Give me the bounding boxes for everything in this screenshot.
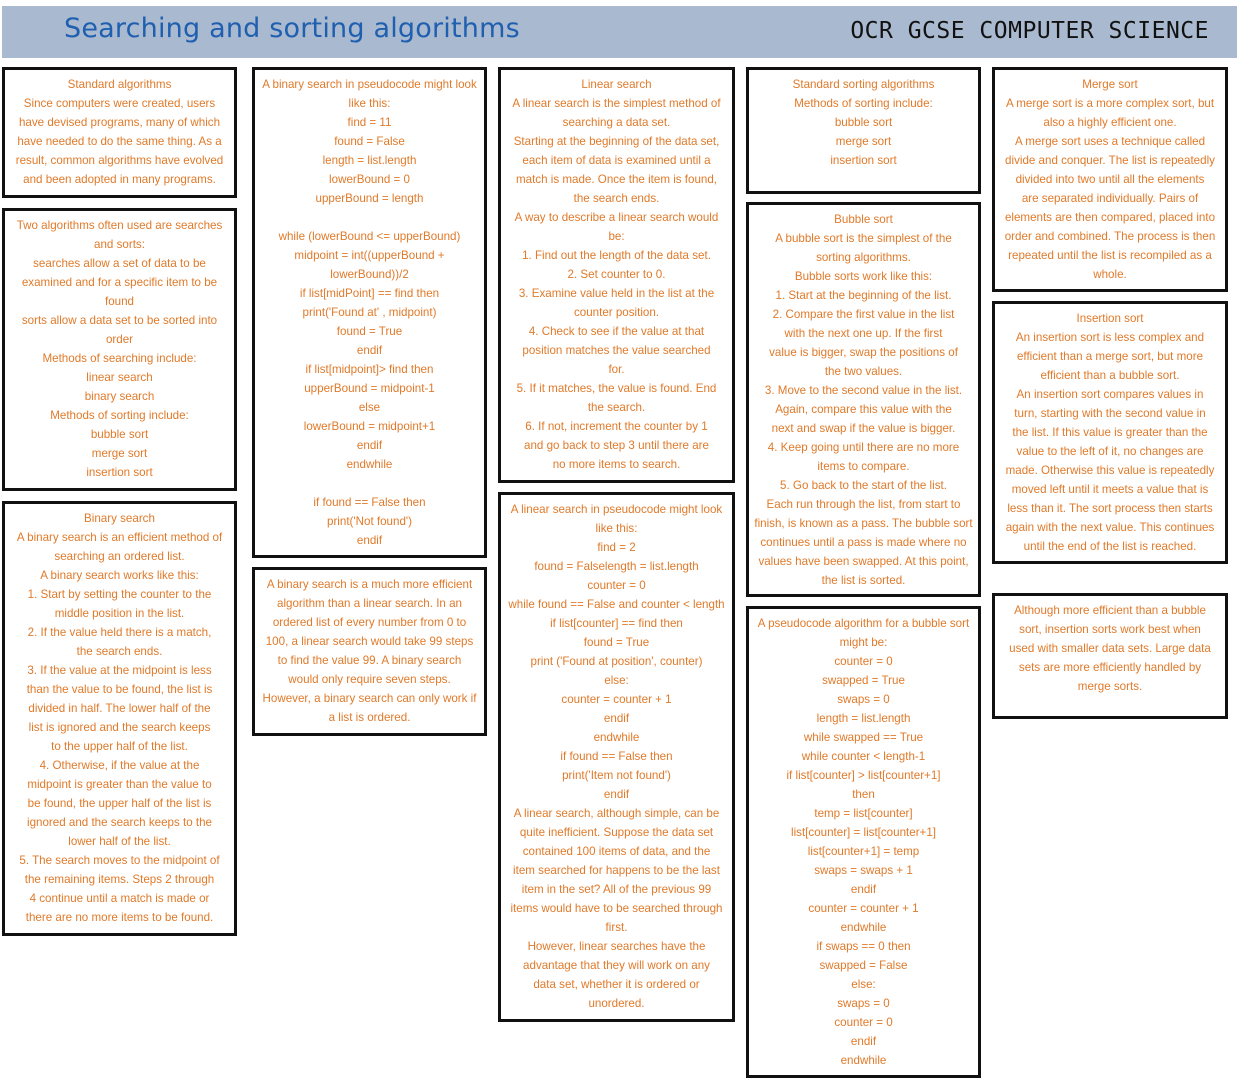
text-line: found = True bbox=[583, 636, 650, 649]
text-line: 2. Compare the first value in the list bbox=[772, 308, 955, 321]
text-line: the search. bbox=[587, 401, 646, 414]
text-line: sort, insertion sorts work best when bbox=[1019, 623, 1201, 636]
text-line: Binary search bbox=[84, 512, 155, 525]
text-line: 4. Otherwise, if the value at the bbox=[39, 759, 200, 772]
text-line: A linear search in pseudocode might look bbox=[510, 503, 723, 516]
text-line: midpoint = int((upperBound + bbox=[294, 249, 445, 262]
text-line: for. bbox=[608, 363, 625, 376]
page-title: Searching and sorting algorithms bbox=[64, 13, 520, 44]
text-line: 4 continue until a match is made or bbox=[29, 892, 210, 905]
text-line: be: bbox=[608, 230, 625, 243]
text-line: linear search bbox=[86, 371, 153, 384]
text-line: are separated individually. Pairs of bbox=[1021, 192, 1199, 205]
text-line: whole. bbox=[1093, 268, 1127, 281]
text-line: to find the value 99. A binary search bbox=[277, 654, 462, 667]
text-line: like this: bbox=[348, 97, 391, 110]
text-line: endwhile bbox=[840, 921, 887, 934]
text-line: 3. Examine value held in the list at the bbox=[518, 287, 715, 300]
box-insertion-sort bbox=[992, 301, 1228, 564]
text-line bbox=[258, 474, 481, 493]
text-line: value to the left of it, no changes are bbox=[1016, 445, 1204, 458]
text-line: endif bbox=[356, 439, 383, 452]
text-line: order and combined. The process is then bbox=[1004, 230, 1216, 243]
box-searches-and-sorts bbox=[2, 208, 237, 491]
text-line: while found == False and counter < length bbox=[508, 598, 725, 611]
text-line: upperBound = midpoint-1 bbox=[304, 382, 435, 395]
text-line: However, linear searches have the bbox=[527, 940, 706, 953]
box-sort-comparison bbox=[992, 593, 1228, 719]
text-line: else: bbox=[851, 978, 876, 991]
text-line: if list[midpoint]> find then bbox=[305, 363, 434, 376]
text-line: counter = counter + 1 bbox=[561, 693, 672, 706]
text-line: else: bbox=[604, 674, 629, 687]
text-line: bubble sort bbox=[834, 116, 893, 129]
text-line: counter = counter + 1 bbox=[808, 902, 919, 915]
text-line: with the next one up. If the first bbox=[784, 327, 943, 340]
text-line: endwhile bbox=[593, 731, 640, 744]
text-line: endif bbox=[356, 534, 383, 547]
text-line: efficient than a bubble sort. bbox=[1040, 369, 1180, 382]
text-line: might be: bbox=[839, 636, 888, 649]
text-line: list[counter+1] = temp bbox=[807, 845, 920, 858]
text-line: 3. If the value at the midpoint is less bbox=[27, 664, 212, 677]
box-standard-algorithms bbox=[2, 67, 237, 198]
box-merge-sort bbox=[992, 67, 1228, 292]
text-line: 2. Set counter to 0. bbox=[567, 268, 666, 281]
text-line: again with the next value. This continues bbox=[1005, 521, 1215, 534]
text-line: if list[counter] > list[counter+1] bbox=[786, 769, 941, 782]
text-line: the search ends. bbox=[573, 192, 660, 205]
text-line: then bbox=[852, 788, 875, 801]
text-line: lowerBound = midpoint+1 bbox=[303, 420, 436, 433]
text-line: sorting algorithms. bbox=[816, 251, 911, 264]
text-line: endif bbox=[356, 344, 383, 357]
box-standard-sorting bbox=[746, 67, 981, 194]
text-line: swaps = 0 bbox=[837, 693, 890, 706]
text-line: swaps = swaps + 1 bbox=[814, 864, 913, 877]
text-line: A binary search is an efficient method of bbox=[16, 531, 223, 544]
text-line: searching an ordered list. bbox=[54, 550, 185, 563]
text-line: result, common algorithms have evolved bbox=[15, 154, 224, 167]
text-line: if list[midPoint] == find then bbox=[299, 287, 440, 300]
text-line: efficient than a merge sort, but more bbox=[1016, 350, 1204, 363]
text-line: Merge sort bbox=[1082, 78, 1138, 91]
text-line: An insertion sort compares values in bbox=[1016, 388, 1204, 401]
text-line: list[counter] = list[counter+1] bbox=[791, 826, 936, 839]
text-line: if list[counter] == find then bbox=[550, 617, 683, 630]
text-line: 1. Start at the beginning of the list. bbox=[775, 289, 952, 302]
text-line: lowerBound = 0 bbox=[329, 173, 410, 186]
text-line: sets are more efficiently handled by bbox=[1018, 661, 1202, 674]
text-line: A binary search works like this: bbox=[40, 569, 199, 582]
box-linear-search-pseudocode bbox=[498, 492, 735, 1022]
text-line: length = list.length bbox=[816, 712, 911, 725]
text-line: 1. Find out the length of the data set. bbox=[522, 249, 711, 262]
text-line: A linear search, although simple, can be bbox=[513, 807, 720, 820]
text-line: to the upper half of the list. bbox=[51, 740, 188, 753]
text-line: also a highly efficient one. bbox=[1043, 116, 1177, 129]
text-line: a list is ordered. bbox=[328, 711, 411, 724]
course-title: OCR GCSE COMPUTER SCIENCE bbox=[850, 18, 1209, 44]
text-line: binary search bbox=[84, 390, 155, 403]
text-line: algorithm than a linear search. In an bbox=[277, 597, 462, 610]
box-binary-search-pseudocode bbox=[252, 67, 487, 558]
text-line: ignored and the search keeps to the bbox=[27, 816, 212, 829]
text-line: like this: bbox=[595, 522, 638, 535]
text-line: else bbox=[358, 401, 381, 414]
text-line: swapped = False bbox=[819, 959, 908, 972]
text-line: the remaining items. Steps 2 through bbox=[24, 873, 215, 886]
text-line: 5. The search moves to the midpoint of bbox=[19, 854, 220, 867]
text-line: item searched for happens to be the last bbox=[513, 864, 720, 877]
text-line: lower half of the list. bbox=[68, 835, 171, 848]
text-line: A pseudocode algorithm for a bubble sort bbox=[757, 617, 970, 630]
text-line: Again, compare this value with the bbox=[775, 403, 952, 416]
text-line: be found, the upper half of the list is bbox=[27, 797, 212, 810]
text-line: ordered list of every number from 0 to bbox=[272, 616, 467, 629]
text-line: repeated until the list is recompiled as a bbox=[1008, 249, 1212, 262]
text-line: A linear search is the simplest method of bbox=[512, 97, 721, 110]
text-line: print('Found at' , midpoint) bbox=[302, 306, 437, 319]
text-line: length = list.length bbox=[322, 154, 417, 167]
text-line: endwhile bbox=[840, 1054, 887, 1067]
text-line: Although more efficient than a bubble bbox=[1014, 604, 1206, 617]
text-line: item in the set? All of the previous 99 bbox=[521, 883, 712, 896]
text-line: insertion sort bbox=[830, 154, 897, 167]
text-line: A binary search in pseudocode might look bbox=[262, 78, 477, 91]
text-line: Two algorithms often used are searches bbox=[16, 219, 223, 232]
text-line: print ('Found at position', counter) bbox=[530, 655, 703, 668]
text-line: searching a data set. bbox=[562, 116, 671, 129]
text-line: merge sort bbox=[835, 135, 892, 148]
text-line: would only require seven steps. bbox=[288, 673, 451, 686]
text-line: Each run through the list, from start to bbox=[766, 498, 961, 511]
text-line: found = False bbox=[334, 135, 405, 148]
text-line: value is bigger, swap the positions of bbox=[769, 346, 958, 359]
text-line: 1. Start by setting the counter to the bbox=[27, 588, 212, 601]
text-line: order bbox=[105, 333, 134, 346]
text-line: quite inefficient. Suppose the data set bbox=[519, 826, 714, 839]
text-line: divided into two until all the elements bbox=[1015, 173, 1205, 186]
text-line: merge sort bbox=[91, 447, 148, 460]
text-line: 6. If not, increment the counter by 1 bbox=[525, 420, 708, 433]
text-line: 100, a linear search would take 99 steps bbox=[265, 635, 474, 648]
text-line: 5. Go back to the start of the list. bbox=[780, 479, 947, 492]
text-line: find = 11 bbox=[347, 116, 392, 129]
text-line: advantage that they will work on any bbox=[523, 959, 710, 972]
box-bubble-sort bbox=[746, 202, 981, 597]
text-line: endif bbox=[603, 712, 630, 725]
text-line: the list. If this value is greater than the bbox=[1012, 426, 1208, 439]
text-line: the list is sorted. bbox=[821, 574, 906, 587]
text-line: middle position in the list. bbox=[54, 607, 185, 620]
text-line: next and swap if the value is bigger. bbox=[771, 422, 956, 435]
text-line: print('Item not found') bbox=[562, 769, 671, 782]
text-line: match is made. Once the item is found, bbox=[515, 173, 718, 186]
page-header bbox=[2, 6, 1237, 58]
text-line: the search ends. bbox=[76, 645, 163, 658]
text-line: 5. If it matches, the value is found. End bbox=[516, 382, 717, 395]
text-line: until the end of the list is reached. bbox=[1023, 540, 1197, 553]
text-line: temp = list[counter] bbox=[814, 807, 913, 820]
box-linear-search bbox=[498, 67, 735, 483]
text-line: each item of data is examined until a bbox=[522, 154, 711, 167]
text-line: if found == False then bbox=[313, 496, 426, 509]
text-line: print('Not found') bbox=[327, 515, 412, 528]
text-line: upperBound = length bbox=[315, 192, 424, 205]
text-line: first. bbox=[605, 921, 628, 934]
text-line: used with smaller data sets. Large data bbox=[1009, 642, 1211, 655]
text-line: A merge sort is a more complex sort, but bbox=[1005, 97, 1215, 110]
text-line: A binary search is a much more efficient bbox=[266, 578, 473, 591]
text-line: lowerBound))/2 bbox=[330, 268, 409, 281]
text-line: divided in half. The lower half of the bbox=[28, 702, 211, 715]
text-line: turn, starting with the second value in bbox=[1014, 407, 1206, 420]
text-line: examined and for a specific item to be bbox=[21, 276, 218, 289]
text-line: unordered. bbox=[588, 997, 645, 1010]
text-line: endif bbox=[603, 788, 630, 801]
text-line: find = 2 bbox=[597, 541, 636, 554]
text-line: merge sorts. bbox=[1077, 680, 1143, 693]
text-line: have devised programs, many of which bbox=[18, 116, 221, 129]
text-line: continues until a pass is made where no bbox=[760, 536, 967, 549]
text-line: found = Falselength = list.length bbox=[534, 560, 699, 573]
text-line: 4. Check to see if the value at that bbox=[528, 325, 705, 338]
text-line: Bubble sorts work like this: bbox=[794, 270, 933, 283]
text-line: bubble sort bbox=[90, 428, 149, 441]
text-line: However, a binary search can only work if bbox=[262, 692, 477, 705]
text-line: if swaps == 0 then bbox=[816, 940, 911, 953]
text-line: An insertion sort is less complex and bbox=[1015, 331, 1205, 344]
box-binary-search-efficiency bbox=[252, 567, 487, 736]
text-line: have needed to do the same thing. As a bbox=[17, 135, 222, 148]
text-line: Since computers were created, users bbox=[23, 97, 216, 110]
text-line: less than it. The sort process then starts bbox=[1007, 502, 1213, 515]
text-line: A merge sort uses a technique called bbox=[1014, 135, 1206, 148]
text-line: counter position. bbox=[573, 306, 660, 319]
text-line: 4. Keep going until there are no more bbox=[767, 441, 960, 454]
text-line: no more items to search. bbox=[552, 458, 681, 471]
text-line: 3. Move to the second value in the list. bbox=[764, 384, 963, 397]
text-line: Methods of sorting include: bbox=[50, 409, 189, 422]
text-line: list is ignored and the search keeps bbox=[28, 721, 211, 734]
text-line: counter = 0 bbox=[834, 1016, 893, 1029]
text-line: made. Otherwise this value is repeatedly bbox=[1005, 464, 1215, 477]
text-line: searches allow a set of data to be bbox=[33, 257, 206, 270]
text-line: while swapped == True bbox=[803, 731, 924, 744]
text-line: A way to describe a linear search would bbox=[514, 211, 719, 224]
text-line: there are no more items to be found. bbox=[25, 911, 214, 924]
text-line: Insertion sort bbox=[1076, 312, 1144, 325]
text-line: Standard sorting algorithms bbox=[792, 78, 935, 91]
box-binary-search bbox=[2, 501, 237, 936]
text-line: midpoint is greater than the value to bbox=[27, 778, 212, 791]
text-line: items to compare. bbox=[817, 460, 910, 473]
text-line: elements are then compared, placed into bbox=[1004, 211, 1216, 224]
text-line: contained 100 items of data, and the bbox=[522, 845, 711, 858]
text-line: sorts allow a data set to be sorted into bbox=[21, 314, 218, 327]
text-line: swaps = 0 bbox=[837, 997, 890, 1010]
text-line: endif bbox=[850, 883, 877, 896]
text-line: endif bbox=[850, 1035, 877, 1048]
text-line: and go back to step 3 until there are bbox=[524, 439, 709, 452]
text-line: insertion sort bbox=[86, 466, 153, 479]
text-line: the two values. bbox=[824, 365, 903, 378]
text-line: A bubble sort is the simplest of the bbox=[775, 232, 952, 245]
text-line: and been adopted in many programs. bbox=[23, 173, 216, 186]
text-line: values have been swapped. At this point, bbox=[758, 555, 969, 568]
text-line: position matches the value searched bbox=[522, 344, 711, 357]
text-line: endwhile bbox=[346, 458, 393, 471]
text-line: while counter < length-1 bbox=[801, 750, 926, 763]
text-line: counter = 0 bbox=[587, 579, 646, 592]
text-line: items would have to be searched through bbox=[510, 902, 723, 915]
text-line: Linear search bbox=[581, 78, 652, 91]
text-line: swapped = True bbox=[822, 674, 905, 687]
text-line: data set, whether it is ordered or bbox=[533, 978, 700, 991]
text-line: moved left until it meets a value that is bbox=[1011, 483, 1209, 496]
text-line: Standard algorithms bbox=[67, 78, 172, 91]
text-line: divide and conquer. The list is repeatedly bbox=[1005, 154, 1215, 167]
text-line bbox=[258, 208, 481, 227]
text-line: if found == False then bbox=[560, 750, 673, 763]
text-line: counter = 0 bbox=[834, 655, 893, 668]
text-line: Bubble sort bbox=[834, 213, 893, 226]
text-line: and sorts: bbox=[94, 238, 145, 251]
text-line: 2. If the value held there is a match, bbox=[27, 626, 212, 639]
text-line: than the value to be found, the list is bbox=[26, 683, 213, 696]
box-bubble-sort-pseudocode bbox=[746, 606, 981, 1078]
text-line: Starting at the beginning of the data set, bbox=[513, 135, 720, 148]
text-line: found = True bbox=[336, 325, 403, 338]
text-line: Methods of searching include: bbox=[42, 352, 197, 365]
text-line: Methods of sorting include: bbox=[794, 97, 933, 110]
text-line: finish, is known as a pass. The bubble sort bbox=[754, 517, 973, 530]
text-line: while (lowerBound <= upperBound) bbox=[278, 230, 461, 243]
text-line: found bbox=[104, 295, 134, 308]
